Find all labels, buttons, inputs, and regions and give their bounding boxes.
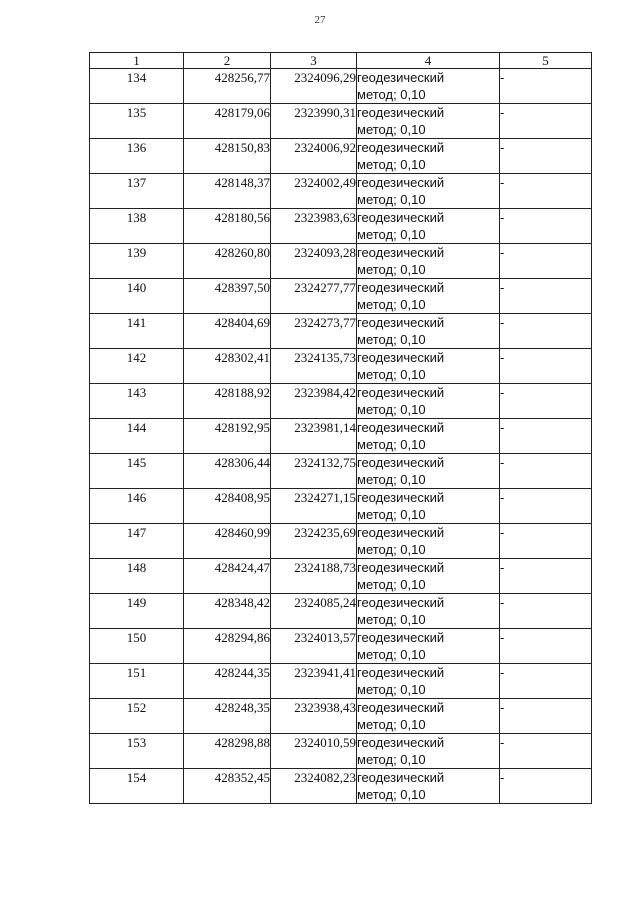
method-cell <box>357 314 500 349</box>
method-name: геодезический <box>357 525 445 540</box>
note-cell: - <box>500 489 592 524</box>
column-header-5: 5 <box>500 53 592 69</box>
point-number: 152 <box>90 699 184 734</box>
coordinate-y: 2323983,63 <box>271 209 357 244</box>
method-cell <box>357 244 500 279</box>
coordinate-y: 2324013,57 <box>271 629 357 664</box>
table-row <box>90 489 592 524</box>
note-cell: - <box>500 664 592 699</box>
method-accuracy: метод; 0,10 <box>357 262 426 277</box>
coordinate-y: 2324277,77 <box>271 279 357 314</box>
table-row <box>90 349 592 384</box>
coordinates-table <box>89 52 592 804</box>
table-row <box>90 104 592 139</box>
table-row <box>90 734 592 769</box>
method-name: геодезический <box>357 175 445 190</box>
table-row <box>90 629 592 664</box>
table-row <box>90 139 592 174</box>
method-cell <box>357 104 500 139</box>
point-number: 134 <box>90 69 184 104</box>
method-cell <box>357 629 500 664</box>
coordinate-y: 2324188,73 <box>271 559 357 594</box>
table-row <box>90 594 592 629</box>
coordinate-x: 428404,69 <box>184 314 271 349</box>
note-cell: - <box>500 594 592 629</box>
coordinate-x: 428302,41 <box>184 349 271 384</box>
coordinate-y: 2323984,42 <box>271 384 357 419</box>
method-cell <box>357 419 500 454</box>
table-row <box>90 279 592 314</box>
coordinate-x: 428248,35 <box>184 699 271 734</box>
coordinate-x: 428294,86 <box>184 629 271 664</box>
method-name: геодезический <box>357 140 445 155</box>
note-cell: - <box>500 699 592 734</box>
table-header-row <box>90 53 592 69</box>
method-accuracy: метод; 0,10 <box>357 332 426 347</box>
coordinate-y: 2324135,73 <box>271 349 357 384</box>
method-name: геодезический <box>357 665 445 680</box>
coordinate-y: 2324273,77 <box>271 314 357 349</box>
method-name: геодезический <box>357 420 445 435</box>
coordinate-y: 2323990,31 <box>271 104 357 139</box>
coordinate-y: 2324271,15 <box>271 489 357 524</box>
method-cell <box>357 489 500 524</box>
coordinate-x: 428306,44 <box>184 454 271 489</box>
column-header-1: 1 <box>90 53 184 69</box>
method-accuracy: метод; 0,10 <box>357 542 426 557</box>
point-number: 151 <box>90 664 184 699</box>
point-number: 149 <box>90 594 184 629</box>
table-row <box>90 559 592 594</box>
method-cell <box>357 209 500 244</box>
coordinate-x: 428424,47 <box>184 559 271 594</box>
table-row <box>90 419 592 454</box>
point-number: 141 <box>90 314 184 349</box>
method-accuracy: метод; 0,10 <box>357 507 426 522</box>
coordinate-x: 428298,88 <box>184 734 271 769</box>
column-header-3: 3 <box>271 53 357 69</box>
coordinate-x: 428244,35 <box>184 664 271 699</box>
coordinate-x: 428192,95 <box>184 419 271 454</box>
method-name: геодезический <box>357 455 445 470</box>
coordinate-y: 2324132,75 <box>271 454 357 489</box>
coordinate-x: 428348,42 <box>184 594 271 629</box>
table-body <box>90 69 592 804</box>
note-cell: - <box>500 419 592 454</box>
coordinate-y: 2324002,49 <box>271 174 357 209</box>
method-cell <box>357 279 500 314</box>
method-cell <box>357 524 500 559</box>
coordinate-y: 2324093,28 <box>271 244 357 279</box>
method-cell <box>357 664 500 699</box>
point-number: 144 <box>90 419 184 454</box>
method-name: геодезический <box>357 490 445 505</box>
method-accuracy: метод; 0,10 <box>357 157 426 172</box>
point-number: 148 <box>90 559 184 594</box>
table-row <box>90 524 592 559</box>
method-name: геодезический <box>357 280 445 295</box>
point-number: 136 <box>90 139 184 174</box>
point-number: 135 <box>90 104 184 139</box>
method-name: геодезический <box>357 560 445 575</box>
note-cell: - <box>500 139 592 174</box>
coordinate-y: 2324235,69 <box>271 524 357 559</box>
method-accuracy: метод; 0,10 <box>357 577 426 592</box>
coordinate-x: 428408,95 <box>184 489 271 524</box>
table-row <box>90 174 592 209</box>
note-cell: - <box>500 104 592 139</box>
table-row <box>90 69 592 104</box>
method-cell <box>357 69 500 104</box>
coordinate-y: 2324082,23 <box>271 769 357 804</box>
table-row <box>90 209 592 244</box>
method-cell <box>357 594 500 629</box>
table-row <box>90 384 592 419</box>
table-row <box>90 454 592 489</box>
coordinate-y: 2323941,41 <box>271 664 357 699</box>
note-cell: - <box>500 314 592 349</box>
note-cell: - <box>500 734 592 769</box>
coordinate-y: 2324006,92 <box>271 139 357 174</box>
note-cell: - <box>500 174 592 209</box>
table-row <box>90 244 592 279</box>
table-row <box>90 769 592 804</box>
coordinate-y: 2324096,29 <box>271 69 357 104</box>
method-accuracy: метод; 0,10 <box>357 192 426 207</box>
method-accuracy: метод; 0,10 <box>357 682 426 697</box>
method-cell <box>357 349 500 384</box>
method-name: геодезический <box>357 595 445 610</box>
note-cell: - <box>500 524 592 559</box>
coordinate-y: 2324010,59 <box>271 734 357 769</box>
column-header-4: 4 <box>357 53 500 69</box>
table-row <box>90 699 592 734</box>
coordinate-y: 2324085,24 <box>271 594 357 629</box>
method-cell <box>357 454 500 489</box>
method-cell <box>357 699 500 734</box>
coordinate-x: 428260,80 <box>184 244 271 279</box>
method-name: геодезический <box>357 315 445 330</box>
method-name: геодезический <box>357 770 445 785</box>
note-cell: - <box>500 559 592 594</box>
method-name: геодезический <box>357 210 445 225</box>
note-cell: - <box>500 349 592 384</box>
method-cell <box>357 174 500 209</box>
method-name: геодезический <box>357 70 445 85</box>
coordinate-x: 428352,45 <box>184 769 271 804</box>
method-cell <box>357 384 500 419</box>
method-cell <box>357 559 500 594</box>
method-name: геодезический <box>357 700 445 715</box>
point-number: 146 <box>90 489 184 524</box>
coordinate-y: 2323981,14 <box>271 419 357 454</box>
point-number: 153 <box>90 734 184 769</box>
coordinate-y: 2323938,43 <box>271 699 357 734</box>
point-number: 154 <box>90 769 184 804</box>
note-cell: - <box>500 454 592 489</box>
method-accuracy: метод; 0,10 <box>357 787 426 802</box>
method-accuracy: метод; 0,10 <box>357 367 426 382</box>
note-cell: - <box>500 384 592 419</box>
point-number: 139 <box>90 244 184 279</box>
coordinate-x: 428179,06 <box>184 104 271 139</box>
table-row <box>90 314 592 349</box>
method-accuracy: метод; 0,10 <box>357 227 426 242</box>
method-name: геодезический <box>357 385 445 400</box>
coordinate-x: 428397,50 <box>184 279 271 314</box>
note-cell: - <box>500 69 592 104</box>
method-accuracy: метод; 0,10 <box>357 612 426 627</box>
method-name: геодезический <box>357 245 445 260</box>
point-number: 137 <box>90 174 184 209</box>
note-cell: - <box>500 279 592 314</box>
coordinate-x: 428150,83 <box>184 139 271 174</box>
method-cell <box>357 734 500 769</box>
point-number: 140 <box>90 279 184 314</box>
method-name: геодезический <box>357 350 445 365</box>
method-accuracy: метод; 0,10 <box>357 402 426 417</box>
column-header-2: 2 <box>184 53 271 69</box>
note-cell: - <box>500 209 592 244</box>
note-cell: - <box>500 769 592 804</box>
coordinate-x: 428180,56 <box>184 209 271 244</box>
method-accuracy: метод; 0,10 <box>357 472 426 487</box>
note-cell: - <box>500 629 592 664</box>
point-number: 143 <box>90 384 184 419</box>
point-number: 142 <box>90 349 184 384</box>
note-cell: - <box>500 244 592 279</box>
method-name: геодезический <box>357 630 445 645</box>
point-number: 147 <box>90 524 184 559</box>
table-row <box>90 664 592 699</box>
method-cell <box>357 139 500 174</box>
method-cell <box>357 769 500 804</box>
method-accuracy: метод; 0,10 <box>357 297 426 312</box>
method-accuracy: метод; 0,10 <box>357 122 426 137</box>
method-name: геодезический <box>357 105 445 120</box>
method-accuracy: метод; 0,10 <box>357 437 426 452</box>
coordinate-x: 428460,99 <box>184 524 271 559</box>
method-name: геодезический <box>357 735 445 750</box>
coordinate-x: 428256,77 <box>184 69 271 104</box>
method-accuracy: метод; 0,10 <box>357 752 426 767</box>
coordinate-x: 428148,37 <box>184 174 271 209</box>
point-number: 145 <box>90 454 184 489</box>
point-number: 138 <box>90 209 184 244</box>
page-number: 27 <box>314 14 326 26</box>
coordinate-x: 428188,92 <box>184 384 271 419</box>
method-accuracy: метод; 0,10 <box>357 717 426 732</box>
method-accuracy: метод; 0,10 <box>357 87 426 102</box>
method-accuracy: метод; 0,10 <box>357 647 426 662</box>
point-number: 150 <box>90 629 184 664</box>
